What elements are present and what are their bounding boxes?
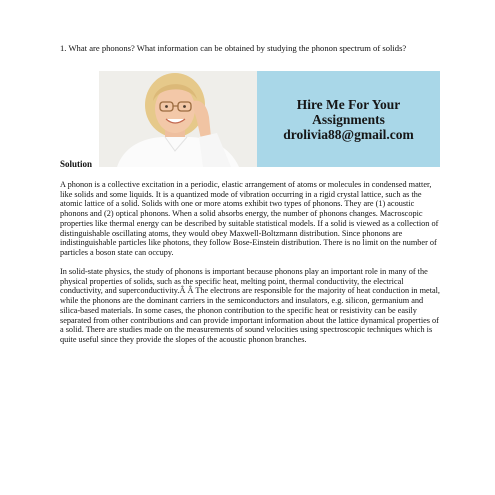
smiling-woman-photo: [99, 71, 257, 167]
solution-paragraph-2: In solid-state physics, the study of phonons is important because phonons play an important role in many of the physical properties of solids, such as the specific heat, melting point, thermal conductivity, the electrical conductivity, and superconductivity.Â Â The electrons are responsible for the majority of heat conduction in metal, while the phonons are the dominant carriers in the semiconductors and insulators, e.g. silicon, germanium and silica-based materials. In some cases, the phonon contribution to the specific heat or resistivity can be easily separated from other contributions and can provide important information about the lattice dynamical properties of a solid. There are studies made on the measurements of sound velocities using spectroscopic techniques which is quite useful since they provide the slopes of the acoustic phonon branches.: [60, 267, 440, 344]
solution-paragraph-1: A phonon is a collective excitation in a periodic, elastic arrangement of atoms or molecules in condensed matter, like solids and some liquids. It is a quantized mode of vibration occurring in a rigid crystal lattice, such as the atomic lattice of a solid. Solids with one or more atoms exhibit two types of phonons. They are (1) acoustic phonons and (2) optical phonons. When a solid absorbs energy, the number of phonons changes. Macroscopic properties like thermal energy can be described by suitable statistical models. If a solid is viewed as a collection of distinguishable oscillating atoms, they would obey Maxwell-Boltzmann distribution. Since phonons are indistinguishable particles like photons, they follow Bose-Einstein distribution. There is no limit on the number of particles a boson state can occupy.: [60, 180, 439, 257]
ad-text-panel[interactable]: [257, 71, 440, 167]
ad-email[interactable]: drolivia88@gmail.com: [283, 126, 414, 142]
ad-headline-line2: Assignments: [312, 111, 385, 127]
question-text: 1. What are phonons? What information can be obtained by studying the phonon spectrum of solids?: [60, 43, 407, 53]
solution-heading: Solution: [60, 159, 93, 169]
advertisement-banner[interactable]: [99, 71, 440, 167]
ad-headline-line1: Hire Me For Your: [296, 96, 401, 112]
